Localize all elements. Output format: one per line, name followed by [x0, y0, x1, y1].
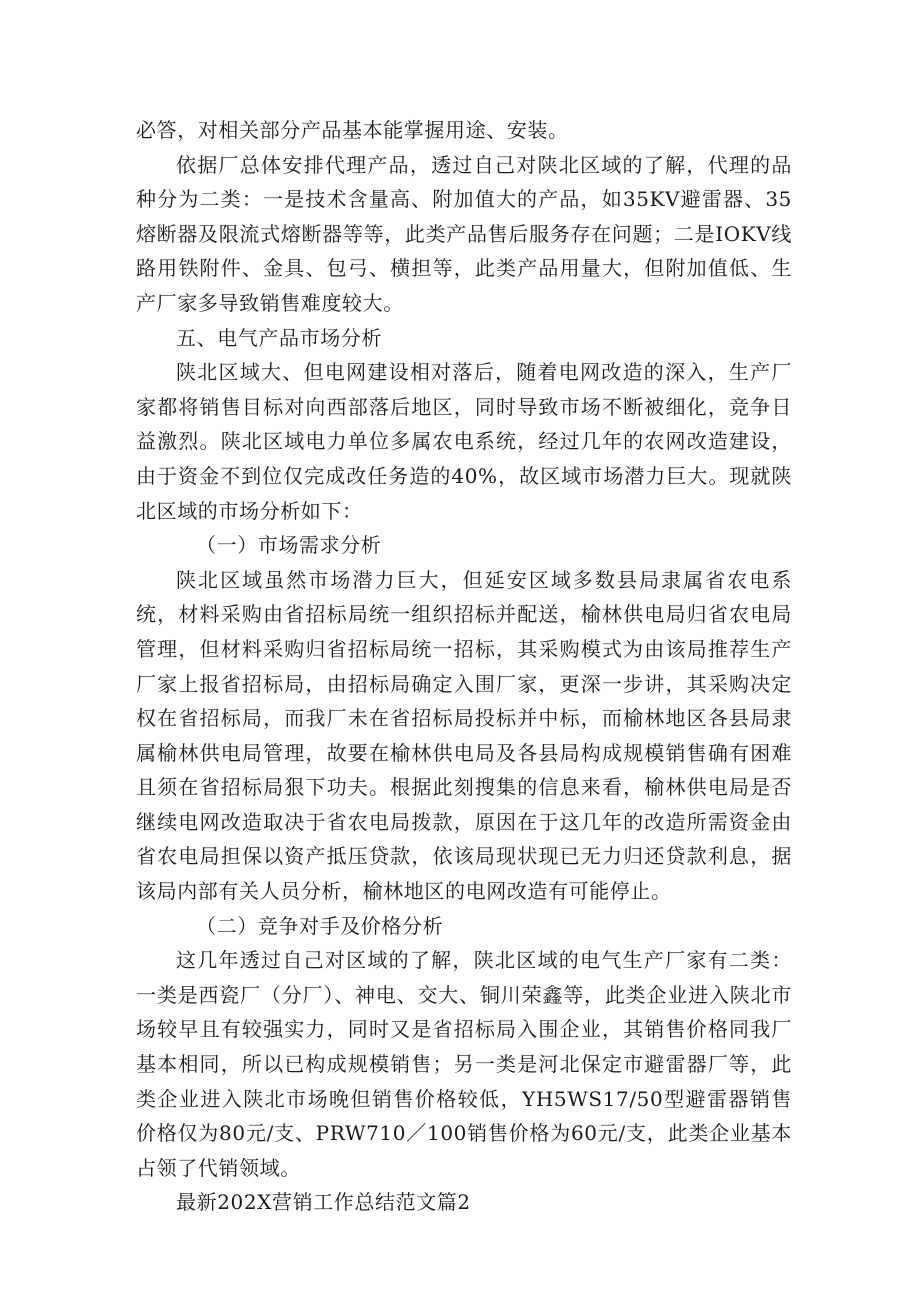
- paragraph-market-overview: 陕北区域大、但电网建设相对落后，随着电网改造的深入，生产厂家都将销售目标对向西部落后地区，同时导致市场不断被细化，竞争日益激烈。陕北区域电力单位多属农电系统，经过几年的农网改造建设，由于资金不到位仅完成改任务造的40%，故区域市场潜力巨大。现就陕北区域的市场分析如下：: [136, 360, 792, 523]
- subsection-heading-competitors: （二）竞争对手及价格分析: [196, 913, 444, 938]
- document-body: [136, 113, 792, 1220]
- paragraph-demand-analysis: 陕北区域虽然市场潜力巨大，但延安区域多数县局隶属省农电系统，材料采购由省招标局统一组织招标并配送，榆林供电局归省农电局管理，但材料采购归省招标局统一招标，其采购模式为由该局推荐生产厂家上报省招标局，由招标局确定入围厂家，更深一步讲，其采购决定权在省招标局，而我厂未在省招标局投标并中标，而榆林地区各县局隶属榆林供电局管理，故要在榆林供电局及各县局构成规模销售确有困难且须在省招标局狠下功夫。根据此刻搜集的信息来看，榆林供电局是否继续电网改造取决于省农电局拨款，原因在于这几年的改造所需资金由省农电局担保以资产抵压贷款，依该局现状现已无力归还贷款利息，据该局内部有关人员分析，榆林地区的电网改造有可能停止。: [136, 567, 792, 904]
- paragraph-product-categories: 依据厂总体安排代理产品，透过自己对陕北区域的了解，代理的品种分为二类：一是技术含量高、附加值大的产品，如35KV避雷器、35熔断器及限流式熔断器等等，此类产品售后服务存在问题；二是IOKV线路用铁附件、金具、包弓、横担等，此类产品用量大，但附加值低、生产厂家多导致销售难度较大。: [136, 152, 792, 315]
- next-article-title: 最新202X营销工作总结范文篇2: [176, 1190, 471, 1215]
- paragraph-competitor-analysis: 这几年透过自己对区域的了解，陕北区域的电气生产厂家有二类：一类是西瓷厂（分厂）、神电、交大、铜川荣鑫等，此类企业进入陕北市场较早且有较强实力，同时又是省招标局入围企业，其销售价格同我厂基本相同，所以已构成规模销售；另一类是河北保定市避雷器厂等，此类企业进入陕北市场晚但销售价格较低，YH5WS17/50型避雷器销售价格仅为80元/支、PRW710／100销售价格为60元/支，此类企业基本占领了代销领域。: [136, 948, 792, 1180]
- subsection-heading-demand: （一）市场需求分析: [196, 533, 382, 558]
- section-heading-market-analysis: 五、电气产品市场分析: [176, 325, 382, 350]
- paragraph-continuation: 必答，对相关部分产品基本能掌握用途、安装。: [136, 118, 569, 142]
